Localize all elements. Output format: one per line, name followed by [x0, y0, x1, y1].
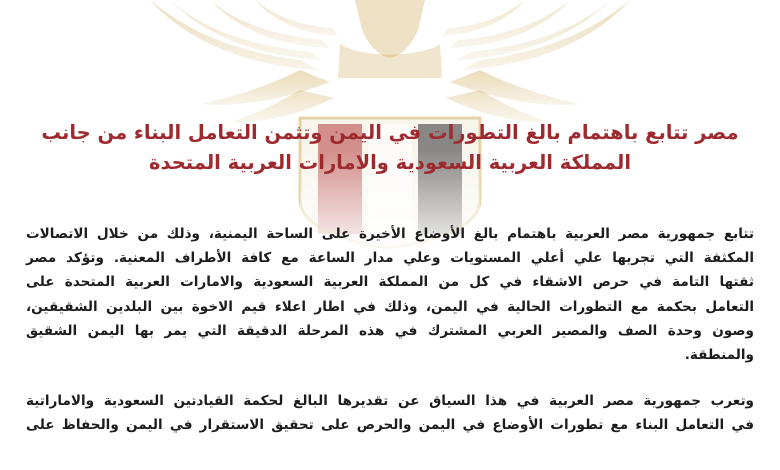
paragraph-line: التعامل بحكمة مع التطورات الحالية في اليمن، وذلك في اطار اعلاء قيم الاخوة بين البلدين الشقيقين، — [26, 298, 754, 315]
headline-line-1: مصر تتابع باهتمام بالغ التطورات في اليمن وتثمن التعامل البناء من جانب — [41, 121, 739, 144]
paragraph-line: تتابع جمهورية مصر العربية باهتمام بالغ الأوضاع الأخيرة على الساحة اليمنية، وذلك من خلال الاتصالات — [26, 226, 754, 242]
paragraph-line: وتعرب جمهورية مصر العربية في هذا السياق عن تقديرها البالغ لحكمة القيادتين السعودية والاماراتية — [26, 393, 754, 410]
paragraph-line: ثقتها التامة في حرص الاشقاء في كل من المملكة العربية السعودية والامارات العربية المتحدة على — [26, 274, 754, 291]
paragraph-line: وصون وحدة الصف والمصير العربي المشترك في هذه المرحلة الدقيقة التي يمر بها اليمن الشقيق — [26, 322, 754, 339]
paragraph-line: في التعامل البناء مع تطورات الأوضاع في اليمن والحرص على تحقيق الاستقرار في اليمن والحفاظ على — [26, 417, 754, 434]
headline — [40, 118, 740, 178]
emblem-eagle-body — [338, 0, 442, 78]
paragraph-line: المكثفة التي تجريها علي أعلي المستويات وعلي مدار الساعة مع كافة الأطراف المعنية. وتؤكد مصر — [26, 250, 754, 267]
paragraph-1 — [26, 222, 754, 367]
emblem-left-wing — [150, 0, 338, 122]
emblem-right-wing — [442, 0, 630, 122]
statement-body — [26, 222, 754, 460]
paragraph-line: والمنطقة. — [684, 347, 754, 364]
paragraph-2 — [26, 389, 754, 437]
headline-line-2: المملكة العربية السعودية والامارات العربية المتحدة — [148, 151, 632, 174]
